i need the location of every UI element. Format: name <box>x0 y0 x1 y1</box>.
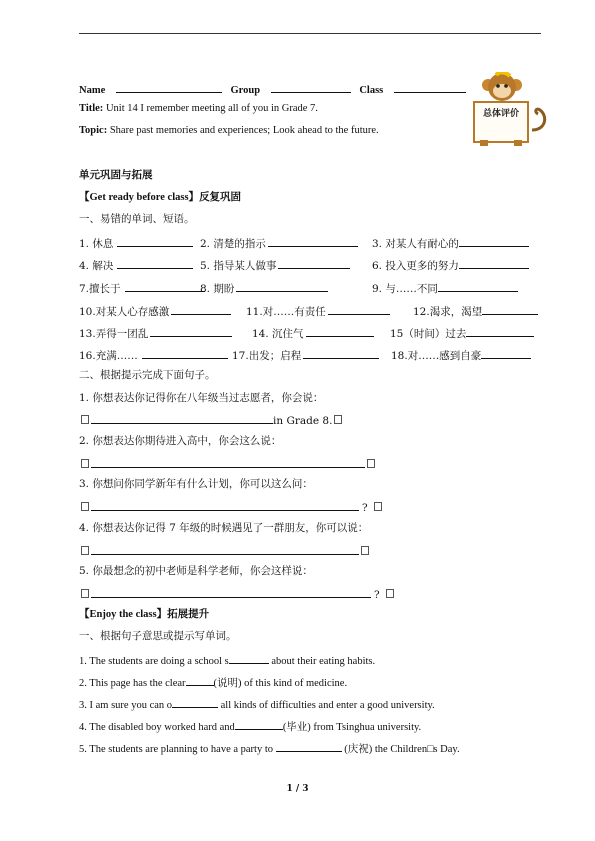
sentence-answer-line: ? <box>79 586 396 602</box>
blank[interactable] <box>171 303 231 315</box>
vocab-item: 11.对……有责任 <box>246 303 390 319</box>
answer-blank[interactable] <box>276 740 342 752</box>
answer-blank[interactable] <box>172 696 218 708</box>
class-label: Class <box>359 85 384 96</box>
part1-sub2: 二、根据提示完成下面句子。 <box>79 369 216 381</box>
title-value: Unit 14 I remember meeting all of you in Grade 7. <box>105 103 318 114</box>
vocab-item: 10.对某人心存感激 <box>79 303 231 319</box>
name-field[interactable] <box>116 81 222 93</box>
vocab-item: 2. 清楚的指示 <box>200 235 358 251</box>
topic-value: Share past memories and experiences; Look ahead to the future. <box>109 125 379 136</box>
monkey-evaluation-badge <box>466 72 548 150</box>
vocab-item: 4. 解决 <box>79 257 193 273</box>
section-title: 单元巩固与拓展 <box>79 169 153 181</box>
top-rule <box>79 33 541 34</box>
sentence-prompt: 3. 你想问你同学新年有什么计划，你可以这么问： <box>79 478 313 490</box>
vocab-item: 1. 休息 <box>79 235 193 251</box>
vocab-item: 6. 投入更多的努力 <box>372 257 529 273</box>
vocab-item: 12.渴求，渴望 <box>413 303 538 319</box>
topic-label: Topic: <box>79 125 108 136</box>
blank[interactable] <box>306 325 374 337</box>
sentence-answer-line <box>79 543 371 559</box>
vocab-item: 15（时间）过去 <box>390 325 534 341</box>
answer-blank[interactable] <box>91 456 365 468</box>
part1-sub1: 一、易错的单词、短语。 <box>79 213 195 225</box>
blank[interactable] <box>438 280 518 292</box>
blank[interactable] <box>303 347 379 359</box>
title-row <box>79 102 318 116</box>
part2-heading <box>79 607 209 622</box>
answer-blank[interactable] <box>186 674 214 686</box>
blank[interactable] <box>125 280 205 292</box>
answer-blank[interactable] <box>91 499 359 511</box>
group-field[interactable] <box>271 81 351 93</box>
vocab-item: 17.出发；启程 <box>232 347 379 363</box>
blank[interactable] <box>459 257 529 269</box>
vocab-item: 5. 指导某人做事 <box>200 257 350 273</box>
vocab-item: 16.充满…… <box>79 347 228 363</box>
vocab-item: 8. 期盼 <box>200 280 328 296</box>
blank[interactable] <box>236 280 328 292</box>
vocab-item: 18.对……感到自豪 <box>391 347 531 363</box>
vocab-item: 13.弄得一团乱 <box>79 325 232 341</box>
part2-sub1: 一、根据句子意思或提示写单词。 <box>79 630 237 642</box>
blank[interactable] <box>268 235 358 247</box>
answer-blank[interactable] <box>91 412 273 424</box>
sentence-answer-line: in Grade 8. <box>79 412 344 428</box>
blank[interactable] <box>142 347 228 359</box>
title-label: Title: <box>79 103 104 114</box>
blank[interactable] <box>482 303 538 315</box>
sentence-answer-line: ? <box>79 499 384 515</box>
blank[interactable] <box>481 347 531 359</box>
exercise-item: 4. The disabled boy worked hard and (毕业) from Tsinghua university. <box>79 718 421 735</box>
monkey-tail-icon <box>532 109 545 130</box>
blank[interactable] <box>466 325 534 337</box>
sentence-prompt: 2. 你想表达你期待进入高中，你会这么说： <box>79 435 282 447</box>
blank[interactable] <box>117 257 193 269</box>
topic-row <box>79 124 379 138</box>
name-group-class-row <box>79 81 466 98</box>
part2-heading-en: 【Enjoy the class】 <box>79 609 168 620</box>
part1-heading-en: 【Get ready before class】 <box>79 192 200 203</box>
class-field[interactable] <box>394 81 466 93</box>
exercise-item: 1. The students are doing a school s about their eating habits. <box>79 652 375 669</box>
sentence-prompt: 1. 你想表达你记得你在八年级当过志愿者，你会说： <box>79 392 324 404</box>
answer-blank[interactable] <box>229 652 269 664</box>
exercise-item: 2. This page has the clear (说明) of this kind of medicine. <box>79 674 347 691</box>
blank[interactable] <box>328 303 390 315</box>
badge-label: 总体评价 <box>482 109 520 119</box>
sentence-prompt: 5. 你最想念的初中老师是科学老师，你会这样说： <box>79 565 313 577</box>
sentence-prompt: 4. 你想表达你记得 7 年级的时候遇见了一群朋友，你可以说： <box>79 522 369 534</box>
blank[interactable] <box>150 325 232 337</box>
part1-heading-cn: 反复巩固 <box>199 191 242 203</box>
exercise-item: 3. I am sure you can o all kinds of difficulties and enter a good university. <box>79 696 435 713</box>
vocab-item: 3. 对某人有耐心的 <box>372 235 529 251</box>
answer-blank[interactable] <box>235 718 283 730</box>
answer-blank[interactable] <box>91 543 359 555</box>
group-label: Group <box>230 85 261 96</box>
vocab-item: 14. 沉住气 <box>252 325 374 341</box>
vocab-item: 9. 与……不同 <box>372 280 518 296</box>
sentence-answer-line <box>79 456 377 472</box>
part2-heading-cn: 拓展提升 <box>167 608 210 620</box>
answer-blank[interactable] <box>91 586 371 598</box>
part1-heading <box>79 190 241 205</box>
blank[interactable] <box>117 235 193 247</box>
name-label: Name <box>79 85 106 96</box>
blank[interactable] <box>459 235 529 247</box>
exercise-item: 5. The students are planning to have a party to (庆祝) the Children□s Day. <box>79 740 460 757</box>
blank[interactable] <box>278 257 350 269</box>
page-number: 1 / 3 <box>286 784 309 794</box>
vocab-item: 7.擅长于 <box>79 280 205 296</box>
